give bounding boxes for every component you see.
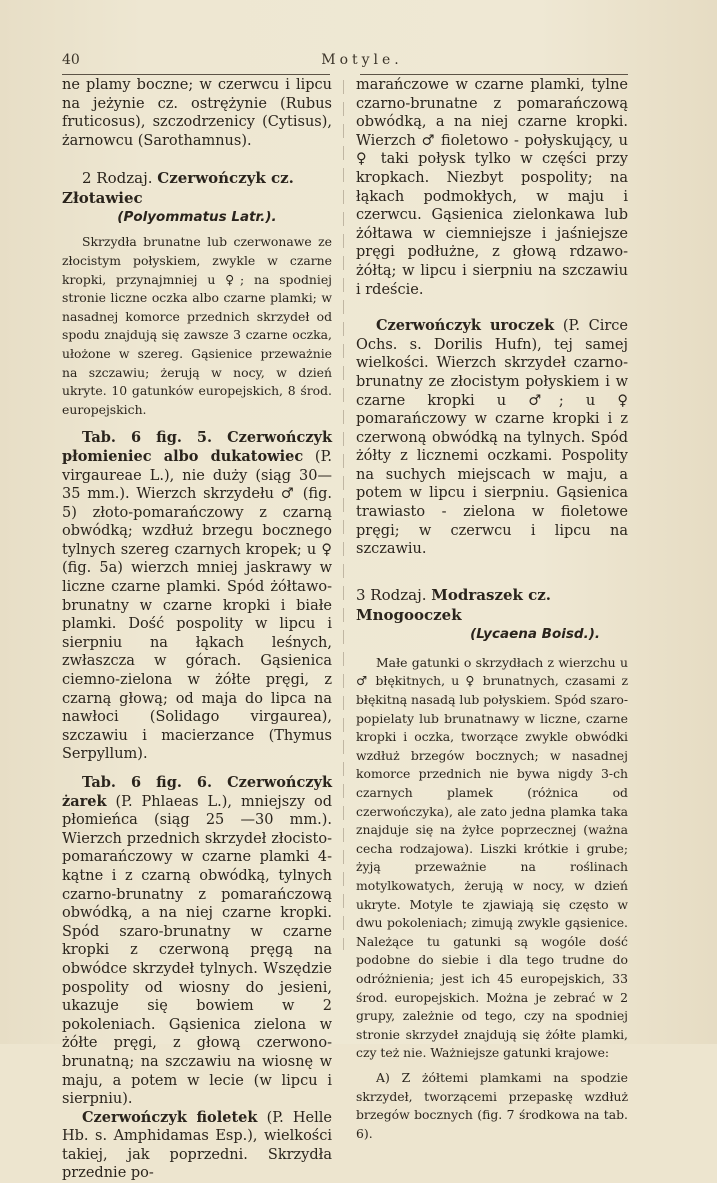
species-entry-uroczek [356, 317, 628, 559]
header-rule-right [360, 74, 628, 75]
page-header [62, 52, 662, 72]
header-rule-left [62, 74, 330, 75]
species-text: (P. virgaureae L.), nie duży (siąg 30—35 mm.). Wierzch skrzydełu ♂ (fig. 5) złoto-pomarańczowy z czarną obwódką; wzdłuż brzegu bocznego tylnych szereg czarnych kropek; u ♀ (fig. 5a) wierzch mniej jaskrawy w liczne czarne plamki. Spód żółtawo-brunatny w czarne kropki i białe plamki. Dość pospolity w lipcu i sierpniu na łąkach leśnych, zwłaszcza w górach. Gąsienica ciemno-zielona w żółte pręgi, z czarną głową; od maja do lipca na nawłoci (Solidago virgaurea), szczawiu i macierzance (Thymus Serpyllum). [62, 448, 332, 763]
genus-latin-name: (Lycaena Boisd.). [470, 625, 600, 642]
left-column [62, 76, 332, 1183]
species-entry-zarek [62, 774, 332, 1109]
species-heading: Tab. 6 fig. 5. Czerwończyk płomieniec albo dukatowiec [62, 429, 332, 465]
right-column [356, 76, 628, 1143]
genus-latin-name: (Polyommatus Latr.). [117, 209, 277, 226]
genus-prefix: 3 Rodzaj. [356, 585, 427, 604]
species-heading: Czerwończyk fioletek [82, 1108, 258, 1126]
species-entry-plomieniec [62, 429, 332, 764]
group-a-description: A) Z żółtemi plamkami na spodzie skrzydeł, tworzącemi przepaskę wzdłuż brzegów bocznych (fig. 7 środkowa na tab. 6). [356, 1069, 628, 1141]
running-title: Motyle. [321, 52, 403, 68]
species-heading: Tab. 6 fig. 6. Czerwończyk żarek [62, 774, 332, 810]
genus-name: Modraszek cz. Mnogooczek [356, 585, 552, 624]
species-text: (P. Phlaeas L.), mniejszy od płomieńca (siąg 25 —30 mm.). Wierzch przednich skrzydeł złocisto-pomarańczowy w czarne plamki 4-kątne i z czarną obwódką, tylnych czarno-brunatny z pomarańczową obwódką, a na niej czarne kropki. Spód szaro-brunatny w czarne kropki z czerwoną pręgą na obwódce skrzydeł tylnych. Wszędzie pospolity od wiosny do jesieni, ukazuje się bowiem w 2 pokoleniach. Gąsienica zielona w żółte pręgi, z głową czerwono-brunatną; na szczawiu na wiosnę w maju, a potem w lecie (w lipcu i sierpniu). [62, 793, 332, 1108]
genus-heading-polyommatus [62, 168, 332, 208]
genus-prefix: 2 Rodzaj. [82, 169, 153, 188]
species-text: (P. Circe Ochs. s. Dorilis Hufn), tej samej wielkości. Wierzch skrzydeł czarno-brunatny ze złocistym połyskiem i w czarne kropki u ♂; u ♀ pomarańczowy w czarne kropki i z czerwoną obwódką na tylnych. Spód żółty z licznemi oczkami. Pospolity na suchych miejscach w maju, a potem w lipcu i sierpniu. Gąsienica trawiasto - zielona w fioletowe pręgi; w czerwcu i lipcu na szczawiu. [356, 318, 629, 558]
genus-heading-lycaena [356, 585, 628, 625]
species-text: (P. Helle Hb. s. Amphidamas Esp.), wielkości takiej, jak poprzedni. Skrzydła przednie po- [62, 1109, 332, 1182]
paragraph-continued: ne plamy boczne; w czerwcu i lipcu na jeżynie cz. ostrężynie (Rubus fruticosus), szczodrzenicy (Cytisus), żarnowcu (Sarothamnus). [62, 77, 332, 149]
page-number: 40 [62, 52, 80, 68]
paragraph-continued: marańczowe w czarne plamki, tylne czarno-brunatne z pomarańczową obwódką, a na niej czarne kropki. Wierzch ♂ fioletowo - połyskujący, u ♀ taki połysk tylko w części przy kropkach. Niezbyt pospolity; na łąkach podmokłych, w maju i czerwcu. Gąsienica zielonkawa lub żółtawa w ciemniejsze i jaśniejsze pręgi podłużne, z głową rdzawo-żółtą; w lipcu i sierpniu na szczawiu i rdeście. [356, 77, 628, 298]
genus-description: Skrzydła brunatne lub czerwonawe ze złocistym połyskiem, zwykle w czarne kropki, przynajmniej u ♀; na spodniej stronie liczne oczka albo czarne plamki; w nasadnej komorce przednich skrzydeł od spodu znajdują się zawsze 3 czarne oczka, ułożone w szereg. Gąsienice przeważnie na szczawiu; żerują w nocy, w dzień ukryte. 10 gatunków europejskich, 8 środ. europejskich. [62, 234, 332, 417]
species-entry-fioletek [62, 1109, 332, 1183]
species-heading: Czerwończyk uroczek [376, 317, 555, 335]
genus-description: Małe gatunki o skrzydłach z wierzchu u ♂ błękitnych, u ♀ brunatnych, czasami z błękitną nasadą lub połyskiem. Spód szaro-popielaty lub brunatnawy w liczne, czarne kropki i oczka, tworzące zwykle obwódki wzdłuż brzegów bocznych; w nasadnej komorce przednich nie bywa nigdy 3-ch czarnych plamek (różnica od czerwończyka), ale zato jedna plamka taka znajduje się na żyłce poprzecznej (ważna cecha rodzajowa). Liszki krótkie i grube; żyją przeważnie na roślinach motylkowatych, żerują w nocy, w dzień ukryte. Motyle te zjawiają się często w dwu pokoleniach; zimują zwykle gąsienice. Należące tu gatunki są wogóle dość podobne do siebie i dla tego trudne do odróżnienia; jest ich 45 europejskich, 33 środ. europejskich. Można je zebrać w 2 grupy, zależnie od tego, czy na spodniej stronie skrzydeł znajdują się żółte plamki, czy też nie. Ważniejsze gatunki krajowe: [356, 654, 629, 1061]
column-divider [343, 80, 344, 950]
genus-name: Czerwończyk cz. Złotawiec [62, 169, 294, 208]
